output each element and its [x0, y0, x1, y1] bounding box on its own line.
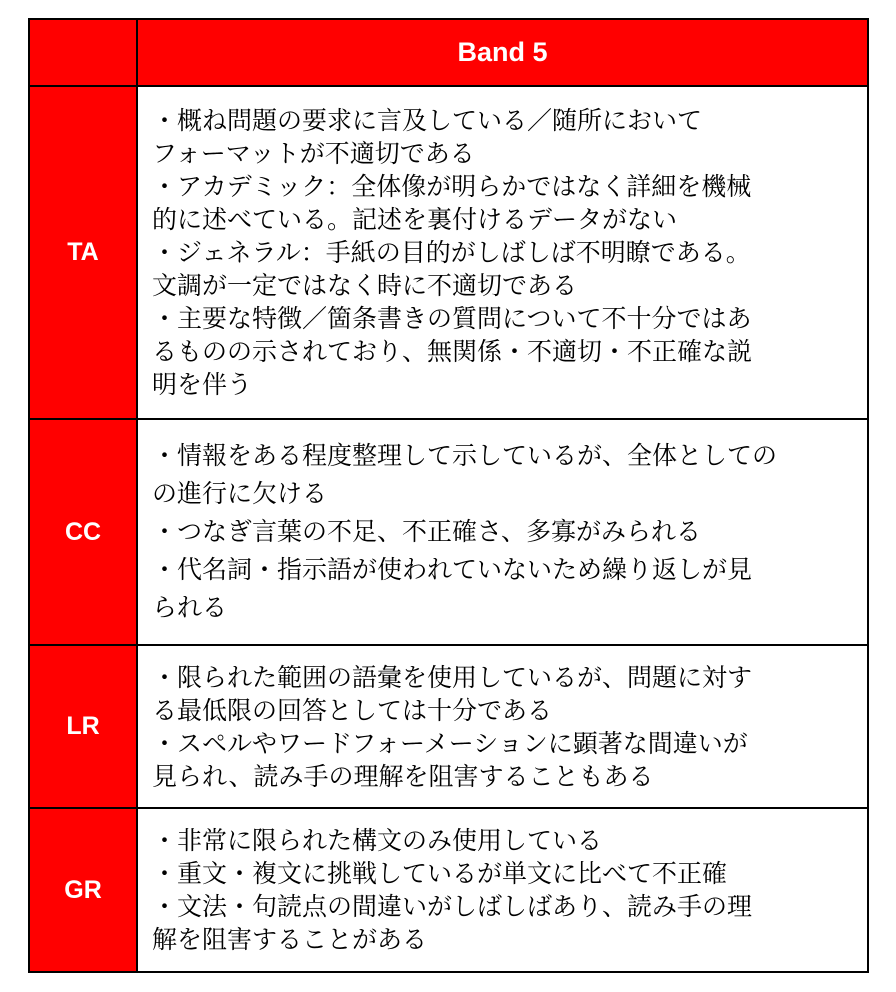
- desc-line: られる: [152, 593, 228, 622]
- desc-line: ・代名詞・指示語が使われていないため繰り返しが見: [152, 555, 753, 584]
- band-title: Band 5: [137, 19, 868, 86]
- criterion-desc-ta: [137, 86, 868, 419]
- band-descriptor-table: [28, 18, 869, 973]
- desc-line: るものの示されており、無関係・不適切・不正確な説: [152, 337, 753, 366]
- header-row: [29, 19, 868, 86]
- criterion-desc-lr: [137, 645, 868, 808]
- criterion-label-ta: TA: [29, 86, 137, 419]
- criterion-row-lr: [29, 645, 868, 808]
- desc-line: 解を阻害することがある: [152, 925, 428, 954]
- criterion-label-gr: GR: [29, 808, 137, 972]
- criterion-row-gr: [29, 808, 868, 972]
- desc-line: ・つなぎ言葉の不足、不正確さ、多寡がみられる: [152, 517, 702, 546]
- desc-line: 文調が一定ではなく時に不適切である: [152, 271, 578, 300]
- desc-line: ・限られた範囲の語彙を使用しているが、問題に対す: [152, 662, 753, 692]
- desc-line: ・スペルやワードフォーメーションに顕著な間違いが: [152, 728, 748, 758]
- desc-line: の進行に欠ける: [152, 479, 328, 508]
- desc-line: 的に述べている。記述を裏付けるデータがない: [152, 205, 678, 234]
- desc-line: 明を伴う: [152, 370, 253, 399]
- criterion-row-cc: [29, 419, 868, 645]
- desc-line: フォーマットが不適切である: [152, 139, 475, 168]
- criterion-label-lr: LR: [29, 645, 137, 808]
- desc-line: ・非常に限られた構文のみ使用している: [152, 826, 603, 855]
- criterion-row-ta: [29, 86, 868, 419]
- desc-line: 見られ、読み手の理解を阻害することもある: [152, 761, 654, 791]
- criterion-label-cc: CC: [29, 419, 137, 645]
- desc-line: ・重文・複文に挑戦しているが単文に比べて不正確: [152, 859, 728, 888]
- desc-line: ・アカデミック：全体像が明らかではなく詳細を機械: [152, 172, 752, 201]
- desc-line: ・ジェネラル：手紙の目的がしばしば不明瞭である。: [152, 238, 751, 267]
- desc-line: ・情報をある程度整理して示しているが、全体としての: [152, 441, 778, 470]
- desc-line: ・主要な特徴／箇条書きの質問について不十分ではあ: [152, 304, 752, 333]
- criterion-desc-cc: [137, 419, 868, 645]
- header-corner-cell: [29, 19, 137, 86]
- desc-line: る最低限の回答としては十分である: [152, 695, 553, 725]
- desc-line: ・概ね問題の要求に言及している／随所において: [152, 106, 703, 135]
- criterion-desc-gr: [137, 808, 868, 972]
- desc-line: ・文法・句読点の間違いがしばしばあり、読み手の理: [152, 892, 753, 921]
